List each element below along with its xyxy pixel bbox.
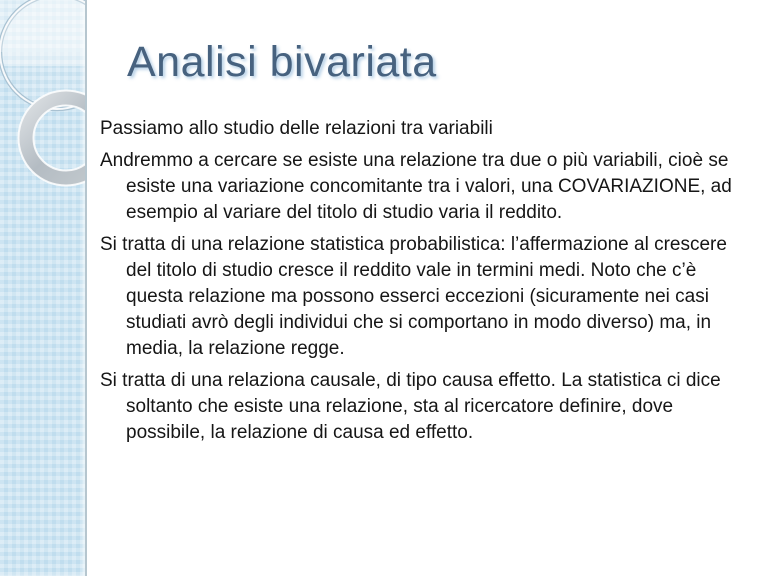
sidebar-decoration-band — [0, 0, 87, 576]
circles-decoration-icon — [0, 0, 85, 576]
slide-title: Analisi bivariata — [127, 38, 437, 86]
paragraph-4: Si tratta di una relaziona causale, di tipo causa effetto. La statistica ci dice soltanto che esiste una relazione, sta al ricercatore definire, dove possibile, la relazione di causa ed effetto. — [100, 370, 721, 443]
paragraph-1: Passiamo allo studio delle relazioni tra variabili — [100, 118, 493, 139]
slide-body — [100, 116, 752, 452]
paragraph-3: Si tratta di una relazione statistica probabilistica: l’affermazione al crescere del titolo di studio cresce il reddito vale in termini medi. Noto che c’è questa relazione ma possono esserci eccezioni (sicuramente nei casi studiati avrò degli individui che si comportano in modo diverso) ma, in media, la relazione regge. — [100, 234, 727, 359]
paragraph-2: Andremmo a cercare se esiste una relazione tra due o più variabili, cioè se esiste una variazione concomitante tra i valori, una COVARIAZIONE, ad esempio al variare del titolo di studio varia il reddito. — [100, 150, 732, 223]
